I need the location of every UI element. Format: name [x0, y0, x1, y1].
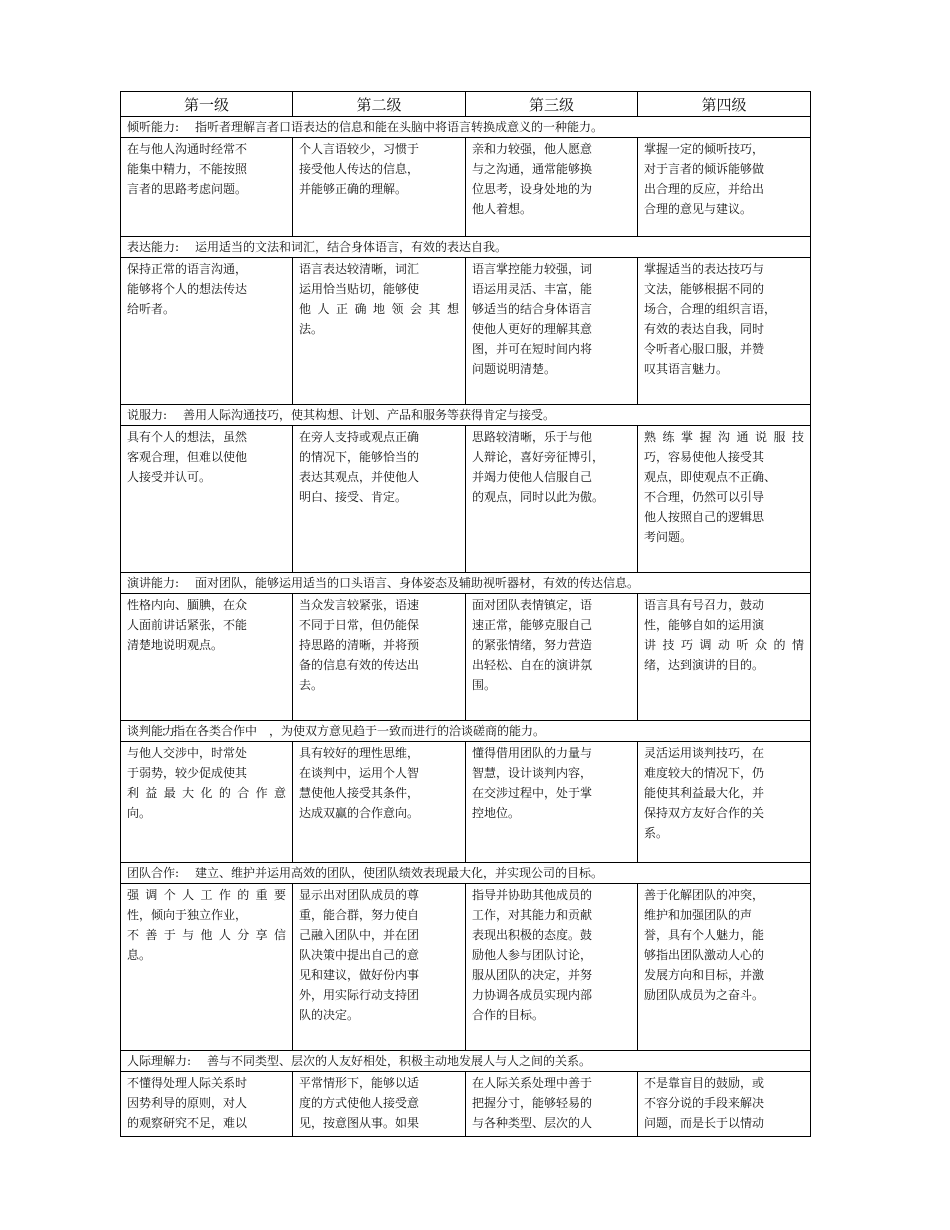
- cell-line: 在旁人支持或观点正确: [299, 430, 420, 444]
- cell-line: 清楚地说明观点。: [127, 638, 224, 652]
- cell-line: 叹其语言魅力。: [644, 362, 729, 376]
- level-1-cell: [121, 594, 293, 721]
- section-header: [121, 721, 811, 742]
- cell-line: 不合理，仍然可以引导: [644, 490, 765, 504]
- level-4-cell: [638, 426, 811, 573]
- cell-line: 掌握适当的表达技巧与: [644, 262, 765, 276]
- cell-line: 问题，而是长于以情动: [644, 1116, 765, 1130]
- section-header-row: [121, 405, 811, 426]
- cell-line: 能够将个人的想法传达: [127, 282, 248, 296]
- cell-line: 度的方式使他人接受意: [299, 1096, 420, 1110]
- section-header: [121, 573, 811, 594]
- cell-line: 文法，能够根据不同的: [644, 282, 765, 296]
- cell-line: 励他人参与团队讨论，: [472, 948, 593, 962]
- section-description: 善用人际沟通技巧，使其构想、计划、产品和服务等获得肯定与接受。: [183, 408, 556, 422]
- cell-line: 性，能够自如的运用演: [644, 618, 765, 632]
- cell-line: 并竭力使他人信服自己: [472, 470, 593, 484]
- level-1-cell: [121, 426, 293, 573]
- cell-line: 出合理的反应，并给出: [644, 182, 765, 196]
- cell-line: 灵活运用谈判技巧，在: [644, 746, 765, 760]
- cell-line: 达成双赢的合作意向。: [299, 806, 420, 820]
- cell-line: 够适当的结合身体语言: [472, 302, 593, 316]
- cell-line: 问题说明清楚。: [472, 362, 557, 376]
- cell-line: 够指出团队激动人心的: [644, 948, 765, 962]
- cell-line: 平常情形下，能够以适: [299, 1076, 420, 1090]
- section-levels-row: [121, 138, 811, 237]
- cell-line: 的情况下，能够恰当的: [299, 450, 420, 464]
- cell-line: 速正常，能够克服自己: [472, 618, 593, 632]
- cell-line: 不是靠盲目的鼓励，或: [644, 1076, 765, 1090]
- section-levels-row: [121, 258, 811, 405]
- cell-line: 性，倾向于独立作业，: [127, 908, 248, 922]
- cell-line: 己融入团队中，并在团: [299, 928, 420, 942]
- cell-line: 控地位。: [472, 806, 521, 820]
- cell-line: 指导并协助其他成员的: [472, 888, 593, 902]
- cell-line: 令听者心服口服，并赞: [644, 342, 765, 356]
- cell-line: 与之沟通，通常能够换: [472, 162, 593, 176]
- level-3-cell: [466, 594, 638, 721]
- cell-line: 合作的目标。: [472, 1008, 545, 1022]
- cell-line: 绪，达到演讲的目的。: [644, 658, 765, 672]
- cell-line: 在谈判中，运用个人智: [299, 766, 420, 780]
- section-levels-row: [121, 884, 811, 1051]
- cell-line: 表达其观点，并使他人: [299, 470, 420, 484]
- level-3-cell: [466, 138, 638, 237]
- cell-line: 在与他人沟通时经常不: [127, 142, 248, 156]
- cell-line: 外，用实际行动支持团: [299, 988, 420, 1002]
- section-header: [121, 863, 811, 884]
- header-level-3: 第三级: [466, 92, 638, 117]
- level-2-cell: [293, 742, 466, 863]
- cell-line: 表现出积极的态度。鼓: [472, 928, 593, 942]
- cell-line: 能集中精力，不能按照: [127, 162, 248, 176]
- level-4-cell: [638, 594, 811, 721]
- cell-line: 性格内向、腼腆，在众: [127, 598, 248, 612]
- level-4-cell: [638, 258, 811, 405]
- section-header: [121, 1051, 811, 1072]
- cell-line: 讲技巧调动听众的情: [644, 638, 804, 652]
- section-header: [121, 237, 811, 258]
- cell-line: 围。: [472, 678, 497, 692]
- cell-line: 不容分说的手段来解决: [644, 1096, 765, 1110]
- level-4-cell: [638, 884, 811, 1051]
- cell-line: 因势利导的原则，对人: [127, 1096, 248, 1110]
- level-1-cell: [121, 884, 293, 1051]
- level-3-cell: [466, 258, 638, 405]
- cell-line: 考问题。: [644, 530, 693, 544]
- cell-line: 见和建议，做好份内事: [299, 968, 420, 982]
- section-header-row: [121, 573, 811, 594]
- cell-line: 法。: [299, 322, 324, 336]
- cell-line: 运用恰当贴切，能够使: [299, 282, 420, 296]
- cell-line: 客观合理，但难以使他: [127, 450, 248, 464]
- cell-line: 不同于日常，但仍能保: [299, 618, 420, 632]
- section-title: 人际理解力:: [127, 1054, 192, 1068]
- cell-line: 系。: [644, 826, 669, 840]
- level-3-cell: [466, 426, 638, 573]
- header-level-2: 第二级: [293, 92, 466, 117]
- cell-line: 巧，容易使他人接受其: [644, 450, 765, 464]
- cell-line: 当众发言较紧张，语速: [299, 598, 420, 612]
- cell-line: 工作，对其能力和贡献: [472, 908, 593, 922]
- section-header-row: [121, 117, 811, 138]
- cell-line: 明白、接受、肯定。: [299, 490, 408, 504]
- cell-line: 不善于与他人分享信: [127, 928, 286, 942]
- cell-line: 言者的思路考虑问题。: [127, 182, 248, 196]
- cell-line: 语言具有号召力，鼓动: [644, 598, 765, 612]
- level-1-cell: [121, 742, 293, 863]
- cell-line: 队的决定。: [299, 1008, 360, 1022]
- section-title: 演讲能力:: [127, 576, 180, 590]
- section-title: 谈判能力: [127, 724, 176, 738]
- level-2-cell: [293, 594, 466, 721]
- level-3-cell: [466, 742, 638, 863]
- cell-line: 强调个人工作的重要: [127, 888, 286, 902]
- header-level-4: 第四级: [638, 92, 811, 117]
- cell-line: 人辩论，喜好旁征博引，: [472, 450, 605, 464]
- cell-line: 熟练掌握沟通说服技: [644, 430, 804, 444]
- cell-line: 发展方向和目标，并激: [644, 968, 765, 982]
- cell-line: 使他人更好的理解其意: [472, 322, 593, 336]
- section-levels-row: [121, 1072, 811, 1137]
- cell-line: 语运用灵活、丰富，能: [472, 282, 593, 296]
- level-3-cell: [466, 1072, 638, 1137]
- cell-line: 服从团队的决定，并努: [472, 968, 593, 982]
- cell-line: 维护和加强团队的声: [644, 908, 753, 922]
- section-description: 面对团队，能够运用适当的口头语言、身体姿态及辅助视听器材，有效的传达信息。: [195, 576, 640, 590]
- cell-line: 位思考，设身处地的为: [472, 182, 593, 196]
- cell-line: 重，能合群，努力使自: [299, 908, 420, 922]
- cell-line: 语言掌控能力较强，词: [472, 262, 593, 276]
- section-header-row: [121, 1051, 811, 1072]
- cell-line: 持思路的清晰，并将预: [299, 638, 420, 652]
- level-1-cell: [121, 138, 293, 237]
- cell-line: 有效的表达自我，同时: [644, 322, 765, 336]
- section-description: ：指在各类合作中 ，为使双方意见趋于一致而进行的洽谈磋商的能力。: [161, 724, 546, 738]
- cell-line: 人面前讲话紧张，不能: [127, 618, 248, 632]
- cell-line: 人接受并认可。: [127, 470, 212, 484]
- section-header-row: [121, 721, 811, 742]
- level-4-cell: [638, 742, 811, 863]
- cell-line: 在人际关系处理中善于: [472, 1076, 593, 1090]
- cell-line: 与他人交涉中，时常处: [127, 746, 248, 760]
- cell-line: 励团队成员为之奋斗。: [644, 988, 765, 1002]
- cell-line: 见，按意图从事。如果: [299, 1116, 420, 1130]
- cell-line: 慧使他人接受其条件，: [299, 786, 420, 800]
- level-1-cell: [121, 258, 293, 405]
- cell-line: 对于言者的倾诉能够做: [644, 162, 765, 176]
- section-levels-row: [121, 742, 811, 863]
- header-row: [121, 92, 811, 117]
- cell-line: 观点，即使观点不正确、: [644, 470, 777, 484]
- cell-line: 保持双方友好合作的关: [644, 806, 765, 820]
- cell-line: 善于化解团队的冲突，: [644, 888, 765, 902]
- level-2-cell: [293, 884, 466, 1051]
- section-header-row: [121, 237, 811, 258]
- cell-line: 显示出对团队成员的尊: [299, 888, 420, 902]
- cell-line: 智慧，设计谈判内容，: [472, 766, 593, 780]
- level-4-cell: [638, 138, 811, 237]
- cell-line: 把握分寸，能够轻易的: [472, 1096, 593, 1110]
- section-title: 说服力:: [127, 408, 168, 422]
- cell-line: 他人正确地领会其想: [299, 302, 459, 316]
- section-header-row: [121, 863, 811, 884]
- cell-line: 于弱势，较少促成使其: [127, 766, 248, 780]
- cell-line: 向。: [127, 806, 152, 820]
- cell-line: 具有个人的想法，虽然: [127, 430, 248, 444]
- cell-line: 的观察研究不足，难以: [127, 1116, 248, 1130]
- cell-line: 个人言语较少，习惯于: [299, 142, 420, 156]
- section-levels-row: [121, 594, 811, 721]
- cell-line: 他人按照自己的逻辑思: [644, 510, 765, 524]
- cell-line: 亲和力较强，他人愿意: [472, 142, 593, 156]
- cell-line: 难度较大的情况下，仍: [644, 766, 765, 780]
- section-header: [121, 405, 811, 426]
- section-title: 倾听能力:: [127, 120, 180, 134]
- level-1-cell: [121, 1072, 293, 1137]
- level-2-cell: [293, 1072, 466, 1137]
- level-4-cell: [638, 1072, 811, 1137]
- cell-line: 合理的意见与建议。: [644, 202, 753, 216]
- cell-line: 面对团队表情镇定，语: [472, 598, 593, 612]
- cell-line: 语言表达较清晰，词汇: [299, 262, 420, 276]
- section-levels-row: [121, 426, 811, 573]
- cell-line: 出轻松、自在的演讲氛: [472, 658, 593, 672]
- level-2-cell: [293, 426, 466, 573]
- cell-line: 誉，具有个人魅力，能: [644, 928, 765, 942]
- cell-line: 具有较好的理性思维，: [299, 746, 420, 760]
- cell-line: 懂得借用团队的力量与: [472, 746, 593, 760]
- cell-line: 思路较清晰，乐于与他: [472, 430, 593, 444]
- section-description: 指听者理解言者口语表达的信息和能在头脑中将语言转换成意义的一种能力。: [195, 120, 604, 134]
- cell-line: 给听者。: [127, 302, 176, 316]
- cell-line: 队决策中提出自己的意: [299, 948, 420, 962]
- cell-line: 不懂得处理人际关系时: [127, 1076, 248, 1090]
- cell-line: 的紧张情绪，努力营造: [472, 638, 593, 652]
- section-description: 运用适当的文法和词汇，结合身体语言，有效的表达自我。: [195, 240, 508, 254]
- cell-line: 去。: [299, 678, 324, 692]
- cell-line: 掌握一定的倾听技巧，: [644, 142, 765, 156]
- cell-line: 备的信息有效的传达出: [299, 658, 420, 672]
- cell-line: 利益最大化的合作意: [127, 786, 286, 800]
- level-2-cell: [293, 138, 466, 237]
- cell-line: 力协调各成员实现内部: [472, 988, 593, 1002]
- cell-line: 能使其利益最大化，并: [644, 786, 765, 800]
- level-3-cell: [466, 884, 638, 1051]
- cell-line: 在交涉过程中，处于掌: [472, 786, 593, 800]
- cell-line: 场合，合理的组织言语，: [644, 302, 777, 316]
- header-level-1: 第一级: [121, 92, 293, 117]
- cell-line: 他人着想。: [472, 202, 533, 216]
- level-2-cell: [293, 258, 466, 405]
- cell-line: 保持正常的语言沟通，: [127, 262, 248, 276]
- cell-line: 图，并可在短时间内将: [472, 342, 593, 356]
- section-title: 表达能力:: [127, 240, 180, 254]
- cell-line: 接受他人传达的信息，: [299, 162, 420, 176]
- section-header: [121, 117, 811, 138]
- cell-line: 与各种类型、层次的人: [472, 1116, 593, 1130]
- cell-line: 的观点，同时以此为傲。: [472, 490, 605, 504]
- cell-line: 并能够正确的理解。: [299, 182, 408, 196]
- competency-table: [120, 91, 811, 1137]
- section-description: 善与不同类型、层次的人友好相处，积极主动地发展人与人之间的关系。: [207, 1054, 592, 1068]
- section-description: 建立、维护并运用高效的团队，使团队绩效表现最大化，并实现公司的目标。: [195, 866, 604, 880]
- section-title: 团队合作:: [127, 866, 180, 880]
- cell-line: 息。: [127, 948, 152, 962]
